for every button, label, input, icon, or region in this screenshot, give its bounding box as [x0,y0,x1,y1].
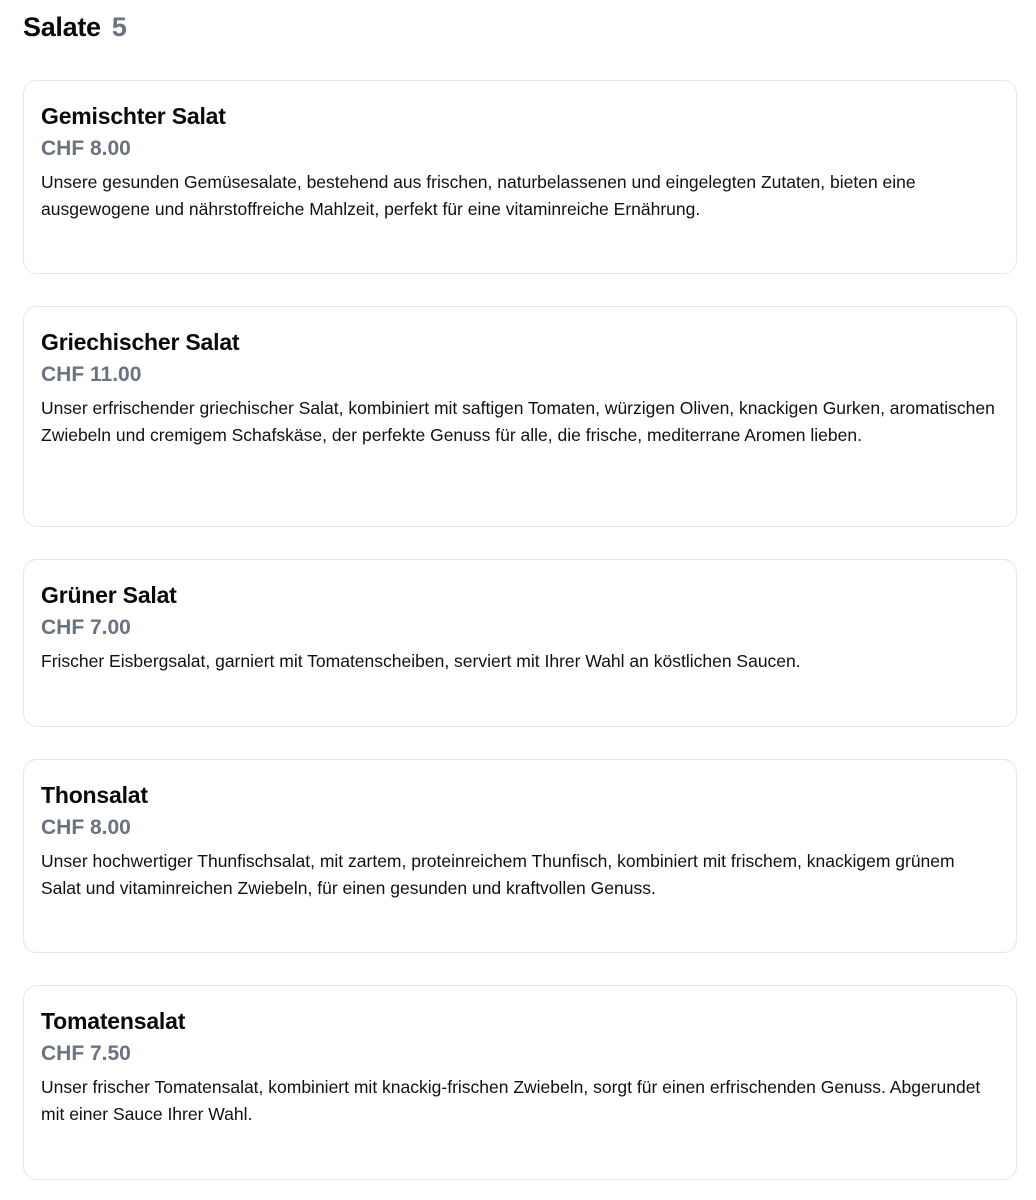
menu-item-price: CHF 7.00 [41,616,131,639]
section-title: Salate [23,12,101,42]
menu-item-price: CHF 7.50 [41,1042,131,1065]
menu-item-price: CHF 11.00 [41,363,142,386]
menu-item-description: Unser hochwertiger Thunfischsalat, mit zartem, proteinreichem Thunfisch, kombiniert mit frischem, knackigem grünem Salat und vitaminreichen Zwiebeln, für einen gesunden und kraftvollen Genuss. [41,851,955,898]
menu-item-description: Unser frischer Tomatensalat, kombiniert mit knackig-frischen Zwiebeln, sorgt für einen erfrischenden Genuss. Abgerundet mit einer Sauce Ihrer Wahl. [41,1077,981,1124]
menu-item-name: Grüner Salat [41,582,177,608]
menu-item-name: Thonsalat [41,782,148,808]
menu-item-description: Unsere gesunden Gemüsesalate, bestehend aus frischen, naturbelassenen und eingelegten Zutaten, bieten eine ausgewogene und nährstoffreiche Mahlzeit, perfekt für eine vitaminreiche Ernährung. [41,172,916,219]
menu-item-card[interactable] [23,559,1017,727]
menu-item-price: CHF 8.00 [41,137,131,160]
menu-item-price: CHF 8.00 [41,816,131,839]
menu-item-card[interactable] [23,985,1017,1180]
section-header [23,12,127,46]
menu-item-card[interactable] [23,759,1017,953]
section-item-count: 5 [111,12,127,42]
menu-item-description: Unser erfrischender griechischer Salat, kombiniert mit saftigen Tomaten, würzigen Oliven, knackigen Gurken, aromatischen Zwiebeln und cremigem Schafskäse, der perfekte Genuss für alle, die frische, mediterrane Aromen lieben. [41,398,995,445]
menu-item-name: Griechischer Salat [41,329,240,355]
menu-item-card[interactable] [23,306,1017,527]
menu-item-name: Gemischter Salat [41,103,226,129]
menu-item-description: Frischer Eisbergsalat, garniert mit Tomatenscheiben, serviert mit Ihrer Wahl an köstlichen Saucen. [41,651,801,671]
menu-item-card[interactable] [23,80,1017,274]
menu-item-name: Tomatensalat [41,1008,186,1034]
